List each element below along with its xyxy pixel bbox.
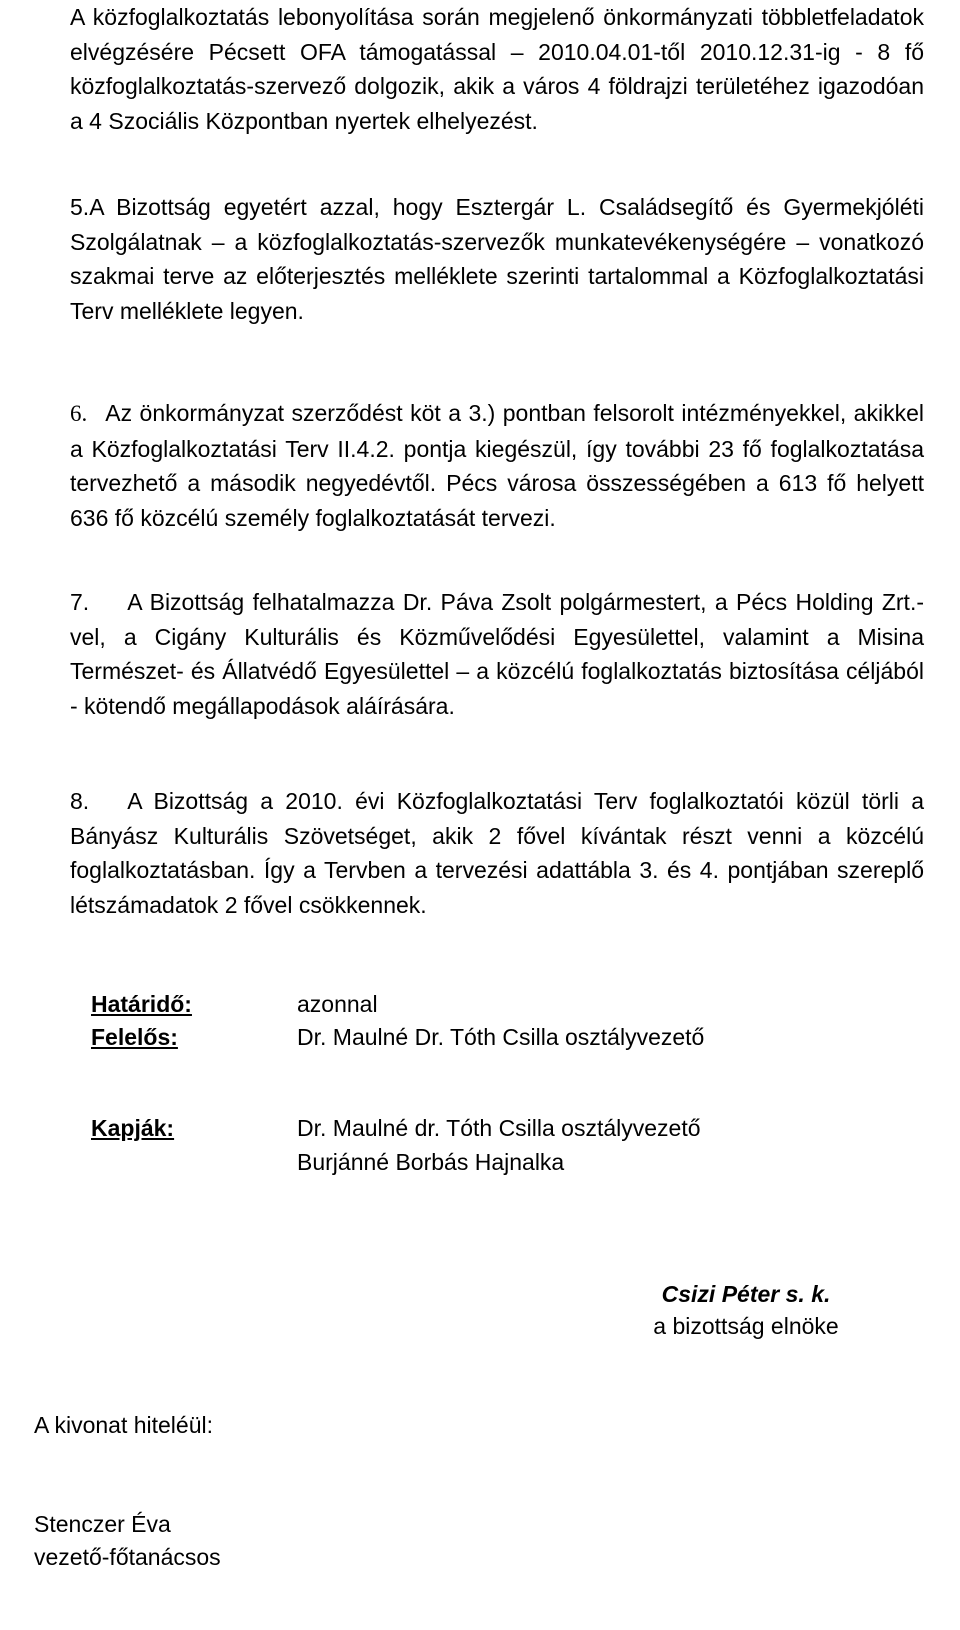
item-number: 8.: [70, 788, 90, 814]
item-text: A Bizottság egyetért azzal, hogy Esztergár L. Családsegítő és Gyermekjóléti Szolgálatnak – a közfoglalkoztatás-szervezők munkatevékenységére – vonatkozó szakmai terve az előterjesztés melléklete szerinti tartalommal a Közfoglalkoztatási Terv melléklete legyen.: [70, 194, 924, 324]
signatory-name: Csizi Péter s. k.: [661, 1281, 831, 1307]
resolution-item-8: [70, 784, 924, 922]
recipient-line-1: Dr. Maulné dr. Tóth Csilla osztályvezető: [297, 1115, 701, 1141]
signatory-title: a bizottság elnöke: [653, 1313, 839, 1339]
item-text: A Bizottság felhatalmazza Dr. Páva Zsolt polgármestert, a Pécs Holding Zrt.-vel, a Cigány Kulturális és Közművelődési Egyesülettel, valamint a Misina Természet- és Állatvédő Egyesülettel – a közcélú foglalkoztatás biztosítása céljából - kötendő megállapodások aláírására.: [70, 589, 924, 719]
item-text: Az önkormányzat szerződést köt a 3.) pontban felsorolt intézményekkel, akikkel a Közfoglalkoztatási Terv II.4.2. pontja kiegészül, így további 23 fő foglalkoztatása tervezhető a második negyedévtől. Pécs városa összességében a 613 fő helyett 636 fő közcélú személy foglalkoztatását tervezi.: [70, 400, 924, 531]
intro-paragraph: A közfoglalkoztatás lebonyolítása során megjelenő önkormányzati többletfeladatok elvégzésére Pécsett OFA támogatással – 2010.04.01-től 2010.12.31-ig - 8 fő közfoglalkoztatás-szervező dolgozik, akik a város 4 földrajzi területéhez igazodóan a 4 Szociális Központban nyertek elhelyezést.: [70, 4, 924, 134]
certifier-name: Stenczer Éva: [34, 1511, 171, 1537]
item-number: 5.: [70, 194, 90, 220]
item-number: 6.: [70, 401, 88, 426]
item-number: 7.: [70, 589, 90, 615]
deadline-label: Határidő:: [91, 991, 192, 1017]
recipients-label: Kapják:: [91, 1115, 175, 1141]
recipient-line-2: Burjánné Borbás Hajnalka: [297, 1149, 565, 1175]
responsible-label: Felelős:: [91, 1024, 178, 1050]
responsible-value: Dr. Maulné Dr. Tóth Csilla osztályvezető: [297, 1024, 705, 1050]
certifier-title: vezető-főtanácsos: [34, 1544, 221, 1570]
deadline-value: azonnal: [297, 991, 378, 1017]
resolution-item-6: [70, 396, 924, 535]
item-text: A Bizottság a 2010. évi Közfoglalkoztatási Terv foglalkoztatói közül törli a Bányász Kulturális Szövetséget, akik 2 fővel kívántak részt venni a közcélú foglalkoztatásban. Így a Tervben a tervezési adattábla 3. és 4. pontjában szereplő létszámadatok 2 fővel csökkennek.: [70, 788, 924, 918]
resolution-item-5: [70, 190, 924, 328]
certification-label: A kivonat hiteléül:: [34, 1412, 214, 1438]
resolution-item-7: [70, 585, 924, 723]
